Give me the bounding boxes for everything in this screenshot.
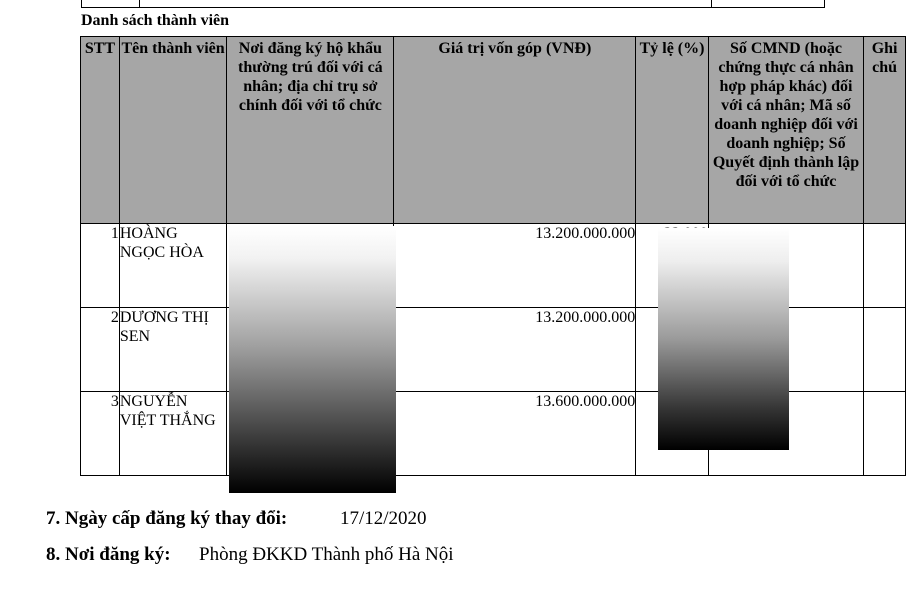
row-member-name: NGUYỄN VIỆT THẮNG bbox=[119, 392, 226, 476]
row-capital: 13.200.000.000 bbox=[394, 308, 636, 392]
registration-place-label: 8. Nơi đăng ký: bbox=[46, 544, 171, 565]
previous-table-edge bbox=[81, 0, 825, 8]
row-capital: 13.600.000.000 bbox=[394, 392, 636, 476]
table-divider bbox=[139, 0, 140, 7]
header-capital: Giá trị vốn góp (VNĐ) bbox=[394, 37, 636, 224]
row-member-name: HOÀNG NGỌC HÒA bbox=[119, 224, 226, 308]
header-id-number: Số CMND (hoặc chứng thực cá nhân hợp pháp khác) đối với cá nhân; Mã số doanh nghiệp đối với doanh nghiệp; Số Quyết định thành lập đối với tổ chức bbox=[708, 37, 863, 224]
section-title: Danh sách thành viên bbox=[81, 12, 230, 29]
redaction-overlay-id-number bbox=[658, 228, 789, 450]
row-stt: 1 bbox=[81, 224, 120, 308]
registration-change-date bbox=[46, 508, 427, 530]
table-divider bbox=[711, 0, 712, 7]
table-header-row bbox=[81, 37, 906, 224]
row-stt: 3 bbox=[81, 392, 120, 476]
registration-place-value: Phòng ĐKKD Thành phố Hà Nội bbox=[199, 544, 454, 565]
row-note bbox=[864, 392, 906, 476]
registration-change-date-label: 7. Ngày cấp đăng ký thay đổi: bbox=[46, 508, 288, 529]
redaction-overlay-address bbox=[229, 226, 396, 493]
header-stt: STT bbox=[81, 37, 120, 224]
row-stt: 2 bbox=[81, 308, 120, 392]
registration-place bbox=[46, 544, 454, 566]
header-member-name: Tên thành viên bbox=[119, 37, 226, 224]
header-ratio: Tỷ lệ (%) bbox=[636, 37, 709, 224]
header-address: Nơi đăng ký hộ khẩu thường trú đối với cá nhân; địa chỉ trụ sở chính đối với tổ chức bbox=[227, 37, 394, 224]
registration-change-date-value: 17/12/2020 bbox=[340, 508, 427, 529]
row-member-name: DƯƠNG THỊ SEN bbox=[119, 308, 226, 392]
header-note: Ghi chú bbox=[864, 37, 906, 224]
row-note bbox=[864, 224, 906, 308]
row-capital: 13.200.000.000 bbox=[394, 224, 636, 308]
row-note bbox=[864, 308, 906, 392]
